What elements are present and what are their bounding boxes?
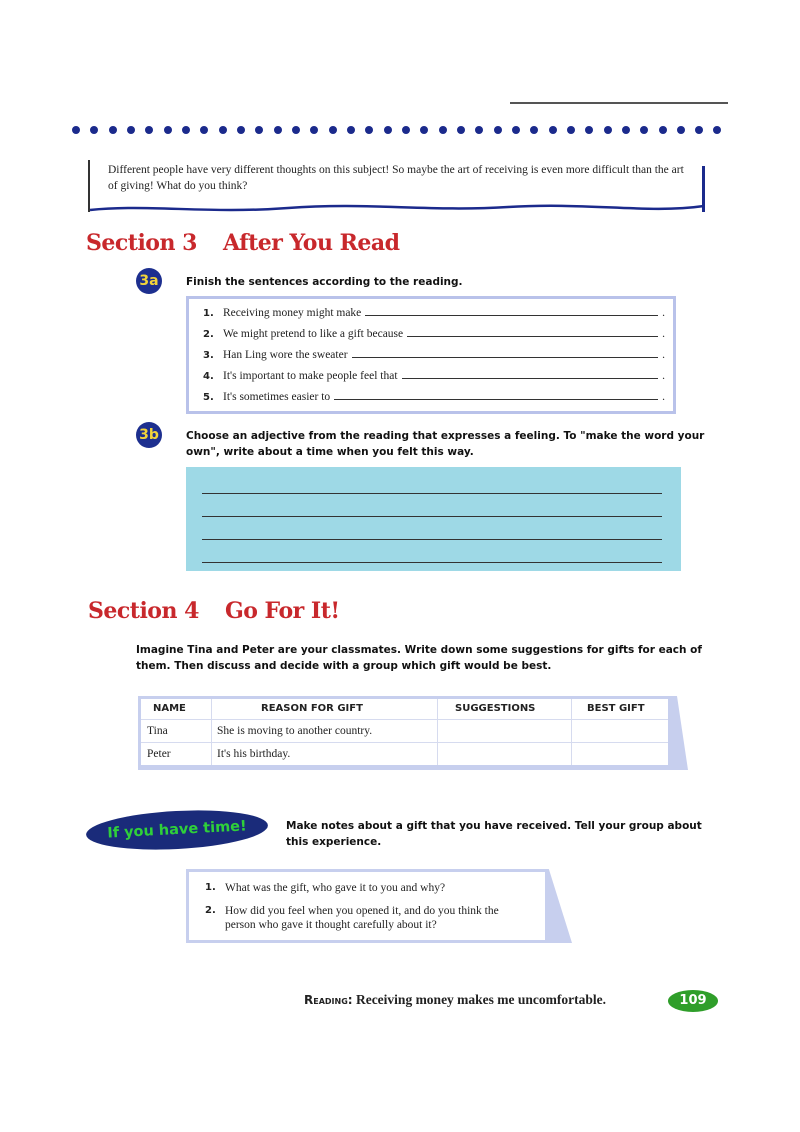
table-body [141, 699, 668, 765]
cell-suggestions[interactable] [441, 744, 567, 764]
header-name: NAME [153, 703, 186, 714]
writing-line[interactable] [202, 539, 662, 540]
item-text: What was the gift, who gave it to you and why? [225, 882, 446, 894]
divider-dot [549, 126, 557, 134]
item-number: 1. [203, 308, 214, 319]
divider-dot [237, 126, 245, 134]
extra-questions-box [186, 869, 572, 943]
cell-reason: She is moving to another country. [217, 725, 373, 737]
divider-dot [72, 126, 80, 134]
writing-line[interactable] [202, 493, 662, 494]
header-reason: REASON FOR GIFT [261, 703, 363, 714]
divider-dot [200, 126, 208, 134]
divider-dot [585, 126, 593, 134]
sentence-item: 2. We might pretend to like a gift because . [203, 328, 665, 340]
col-divider [571, 699, 572, 765]
divider-dot [604, 126, 612, 134]
answer-line[interactable] [402, 378, 659, 379]
divider-dot [420, 126, 428, 134]
header-best-gift: BEST GIFT [587, 703, 645, 714]
item-number: 4. [203, 371, 214, 382]
section4-number: Section 4 [88, 598, 199, 624]
top-rule [510, 102, 728, 104]
if-you-have-time-label: If you have time! [85, 806, 269, 853]
row-divider [141, 719, 668, 720]
divider-dot [512, 126, 520, 134]
answer-line[interactable] [365, 315, 658, 316]
divider-dot [255, 126, 263, 134]
divider-dot [475, 126, 483, 134]
intro-text: Different people have very different thoughts on this subject! So maybe the art of receiving is even more difficult than the art of giving! What do you think? [108, 164, 684, 192]
extra-box-body [189, 872, 545, 940]
divider-dot [365, 126, 373, 134]
sentence-item: 3. Han Ling wore the sweater . [203, 349, 665, 361]
writing-line[interactable] [202, 562, 662, 563]
cell-suggestions[interactable] [441, 721, 567, 741]
section3-title: After You Read [222, 230, 400, 256]
divider-dot [659, 126, 667, 134]
divider-dot [164, 126, 172, 134]
section3-heading [86, 230, 400, 256]
divider-dot [145, 126, 153, 134]
divider-dot [109, 126, 117, 134]
divider-dot [622, 126, 630, 134]
divider-dot [329, 126, 337, 134]
divider-dot [494, 126, 502, 134]
divider-dot [182, 126, 190, 134]
page-number: 109 [668, 990, 718, 1012]
footer-reading-title [304, 992, 606, 1008]
item-number: 1. [205, 882, 216, 893]
divider-dot [292, 126, 300, 134]
writing-line[interactable] [202, 516, 662, 517]
answer-line[interactable] [352, 357, 659, 358]
quote-wave-underline [88, 198, 708, 218]
writing-area-3b[interactable] [186, 467, 681, 571]
dotted-divider [72, 124, 722, 136]
item-text: It's important to make people feel that [223, 370, 398, 382]
sentence-item: 5. It's sometimes easier to . [203, 391, 665, 403]
footer-label: Reading: [304, 993, 353, 1007]
item-number: 2. [203, 329, 214, 340]
item-text: How did you feel when you opened it, and do you think the person who gave it thought carefully about it? [225, 905, 499, 931]
divider-dot [530, 126, 538, 134]
item-text: Han Ling wore the sweater [223, 349, 348, 361]
item-number: 5. [203, 392, 214, 403]
gift-table [138, 696, 688, 770]
divider-dot [457, 126, 465, 134]
divider-dot [310, 126, 318, 134]
cell-best-gift[interactable] [575, 721, 665, 741]
cell-name: Peter [147, 748, 171, 760]
instruction-extra: Make notes about a gift that you have received. Tell your group about this experience. [286, 820, 702, 848]
divider-dot [90, 126, 98, 134]
badge-3b: 3b [136, 422, 162, 448]
section3-number: Section 3 [86, 230, 197, 256]
divider-dot [713, 126, 721, 134]
divider-dot [274, 126, 282, 134]
section4-heading [88, 598, 340, 624]
divider-dot [384, 126, 392, 134]
divider-dot [695, 126, 703, 134]
cell-reason: It's his birthday. [217, 748, 291, 760]
header-suggestions: SUGGESTIONS [455, 703, 536, 714]
row-divider [141, 742, 668, 743]
divider-dot [219, 126, 227, 134]
item-number: 3. [203, 350, 214, 361]
divider-dot [439, 126, 447, 134]
instruction-3a: Finish the sentences according to the reading. [186, 276, 463, 288]
footer-text: Receiving money makes me uncomfortable. [355, 992, 607, 1007]
instruction-section4: Imagine Tina and Peter are your classmates. Write down some suggestions for gifts for each of them. Then discuss and decide with a group which gift would be best. [136, 644, 702, 672]
answer-line[interactable] [407, 336, 658, 337]
col-divider [437, 699, 438, 765]
item-text: It's sometimes easier to [223, 391, 331, 403]
cell-name: Tina [147, 725, 168, 737]
answer-line[interactable] [334, 399, 658, 400]
divider-dot [347, 126, 355, 134]
divider-dot [640, 126, 648, 134]
item-number: 2. [205, 905, 216, 916]
section4-title: Go For It! [224, 598, 340, 624]
divider-dot [127, 126, 135, 134]
item-text: We might pretend to like a gift because [223, 328, 404, 340]
divider-dot [402, 126, 410, 134]
instruction-3b: Choose an adjective from the reading that expresses a feeling. To "make the word your own", write about a time when you felt this way. [186, 430, 705, 458]
exercise-3a-box [186, 296, 676, 414]
cell-best-gift[interactable] [575, 744, 665, 764]
badge-3a: 3a [136, 268, 162, 294]
question-item [205, 882, 445, 894]
question-item [205, 904, 525, 932]
item-text: Receiving money might make [223, 307, 362, 319]
col-divider [211, 699, 212, 765]
sentence-item: 1. Receiving money might make . [203, 307, 665, 319]
divider-dot [567, 126, 575, 134]
sentence-item: 4. It's important to make people feel that . [203, 370, 665, 382]
divider-dot [677, 126, 685, 134]
